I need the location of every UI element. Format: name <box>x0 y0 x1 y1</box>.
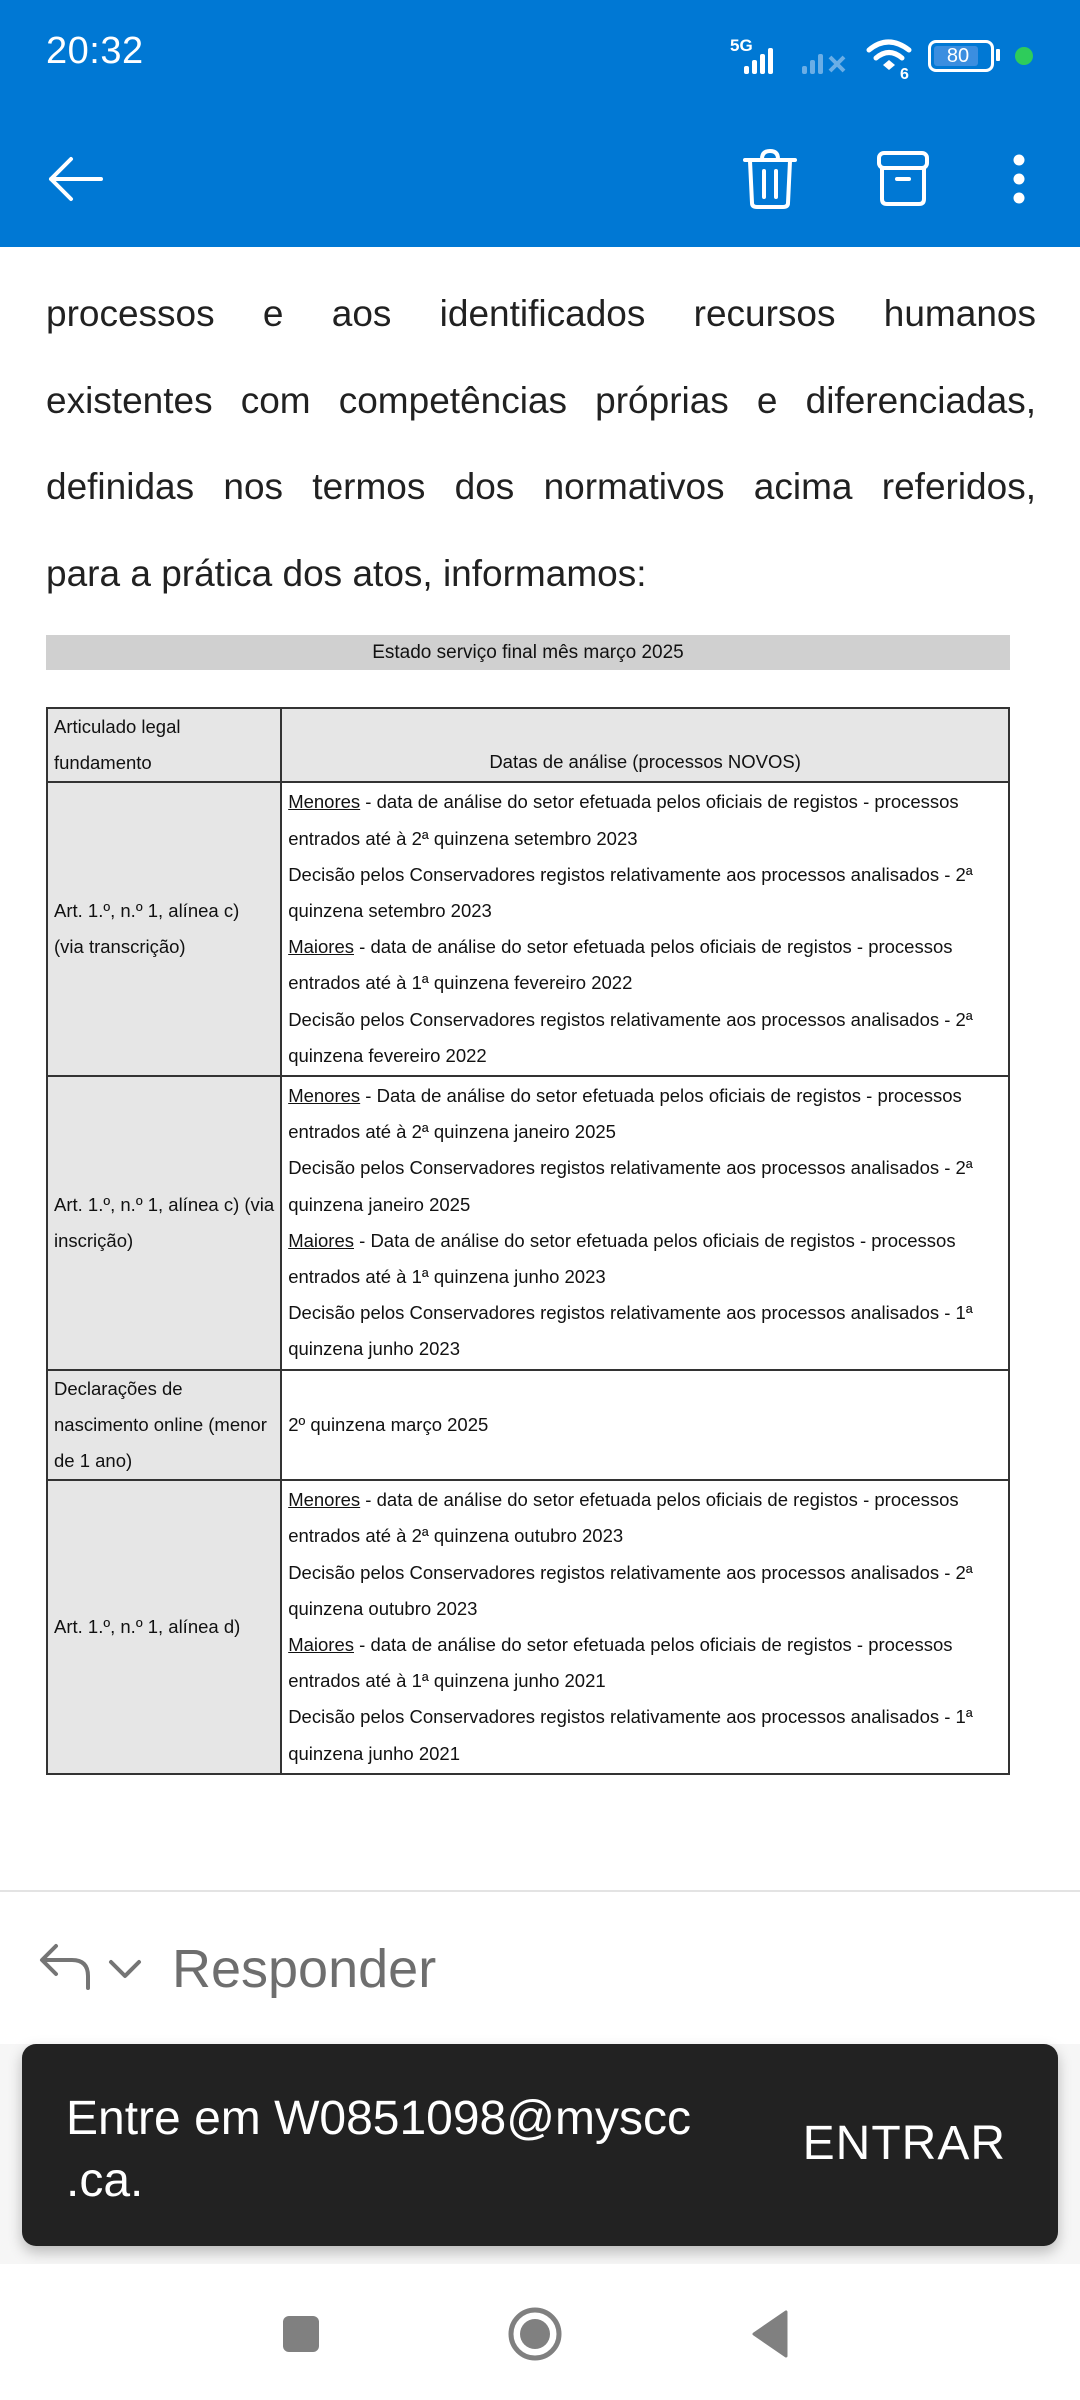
row-dates: 2º quinzena março 2025 <box>281 1370 1009 1481</box>
email-body <box>0 247 1080 1891</box>
recents-button[interactable] <box>266 2299 336 2369</box>
row-dates: Menores - data de análise do setor efetuada pelos oficiais de registos - processos entrados até à 2ª quinzena setembro 2023 Decisão pelos Conservadores registos relativamente aos processos analisados - 2ª quinzena setembro 2023 Maiores - data de análise do setor efetuada pelos oficiais de registos - processos entrados até à 1ª quinzena fevereiro 2022 Decisão pelos Conservadores registos relativamente aos processos analisados - 2ª quinzena fevereiro 2022 <box>281 782 1009 1076</box>
system-nav-bar <box>0 2264 1080 2400</box>
paragraph-line: para a prática dos atos, informamos: <box>46 552 647 594</box>
home-button[interactable] <box>500 2299 570 2369</box>
table-row <box>47 1480 1009 1774</box>
battery-tip <box>996 49 1000 61</box>
table-row <box>47 1370 1009 1481</box>
status-icons <box>720 30 1080 80</box>
back-button[interactable] <box>30 134 120 224</box>
app-toolbar <box>0 110 1080 247</box>
battery-level: 80 <box>946 45 970 67</box>
header-cell-dates: Datas de análise (processos NOVOS) <box>281 708 1009 782</box>
signal-no-service-icon <box>802 42 847 74</box>
chevron-down-icon[interactable] <box>108 1958 142 1980</box>
body-paragraph <box>46 271 1036 617</box>
archive-icon <box>877 151 929 207</box>
snackbar-message: Entre em W0851098@myscc .ca. <box>66 2092 691 2207</box>
arrow-left-icon <box>47 156 103 202</box>
more-vertical-icon <box>1011 154 1027 204</box>
paragraph-line: existentes com competências próprias e diferenciadas, <box>46 379 1036 421</box>
trash-icon <box>742 149 798 209</box>
reply-label[interactable]: Responder <box>172 1939 437 1999</box>
more-options-button[interactable] <box>974 134 1064 224</box>
row-dates: Menores - Data de análise do setor efetuada pelos oficiais de registos - processos entrados até à 2ª quinzena janeiro 2025 Decisão pelos Conservadores registos relativamente aos processos analisados - 2ª quinzena janeiro 2025 Maiores - Data de análise do setor efetuada pelos oficiais de registos - processos entrados até à 1ª quinzena junho 2023 Decisão pelos Conservadores registos relativamente aos processos analisados - 1ª quinzena junho 2023 <box>281 1076 1009 1370</box>
system-back-button[interactable] <box>735 2299 805 2369</box>
status-bar <box>0 0 1080 110</box>
row-label: Declarações de nascimento online (menor de 1 ano) <box>47 1370 281 1481</box>
table-title-banner: Estado serviço final mês março 2025 <box>46 635 1010 670</box>
sign-in-button[interactable]: ENTRAR <box>802 2117 1006 2170</box>
row-label: Art. 1.º, n.º 1, alínea d) <box>47 1480 281 1774</box>
table-header-row <box>47 708 1009 782</box>
recents-icon <box>281 2314 321 2354</box>
table-row <box>47 1076 1009 1370</box>
delete-button[interactable] <box>725 134 815 224</box>
paragraph-line: definidas nos termos dos normativos acima referidos, <box>46 466 1036 507</box>
row-label: Art. 1.º, n.º 1, alínea c) (via inscrição) <box>47 1076 281 1370</box>
row-dates: Menores - data de análise do setor efetuada pelos oficiais de registos - processos entrados até à 2ª quinzena outubro 2023 Decisão pelos Conservadores registos relativamente aos processos analisados - 2ª quinzena outubro 2023 Maiores - data de análise do setor efetuada pelos oficiais de registos - processos entrados até à 1ª quinzena junho 2021 Decisão pelos Conservadores registos relativamente aos processos analisados - 1ª quinzena junho 2021 <box>281 1480 1009 1774</box>
table-row <box>47 782 1009 1076</box>
reply-icon[interactable] <box>38 1942 94 1992</box>
signal-icon <box>744 42 773 74</box>
header-cell-legal: Articulado legal fundamento <box>47 708 281 782</box>
sign-in-snackbar <box>22 2044 1058 2246</box>
back-triangle-icon <box>750 2310 790 2358</box>
snackbar-container <box>0 2044 1080 2264</box>
clock: 20:32 <box>46 30 144 72</box>
archive-button[interactable] <box>858 134 948 224</box>
battery-icon <box>928 40 994 72</box>
network-type: 5G <box>730 36 753 55</box>
privacy-indicator-dot <box>1015 47 1033 65</box>
row-label: Art. 1.º, n.º 1, alínea c) (via transcrição) <box>47 782 281 1076</box>
reply-bar[interactable] <box>0 1892 1080 2044</box>
paragraph-line: processos e aos identificados recursos humanos <box>46 293 1036 334</box>
status-table <box>46 707 1010 1775</box>
wifi-icon <box>865 36 915 80</box>
home-icon <box>507 2306 563 2362</box>
svg-text:6: 6 <box>900 66 909 80</box>
